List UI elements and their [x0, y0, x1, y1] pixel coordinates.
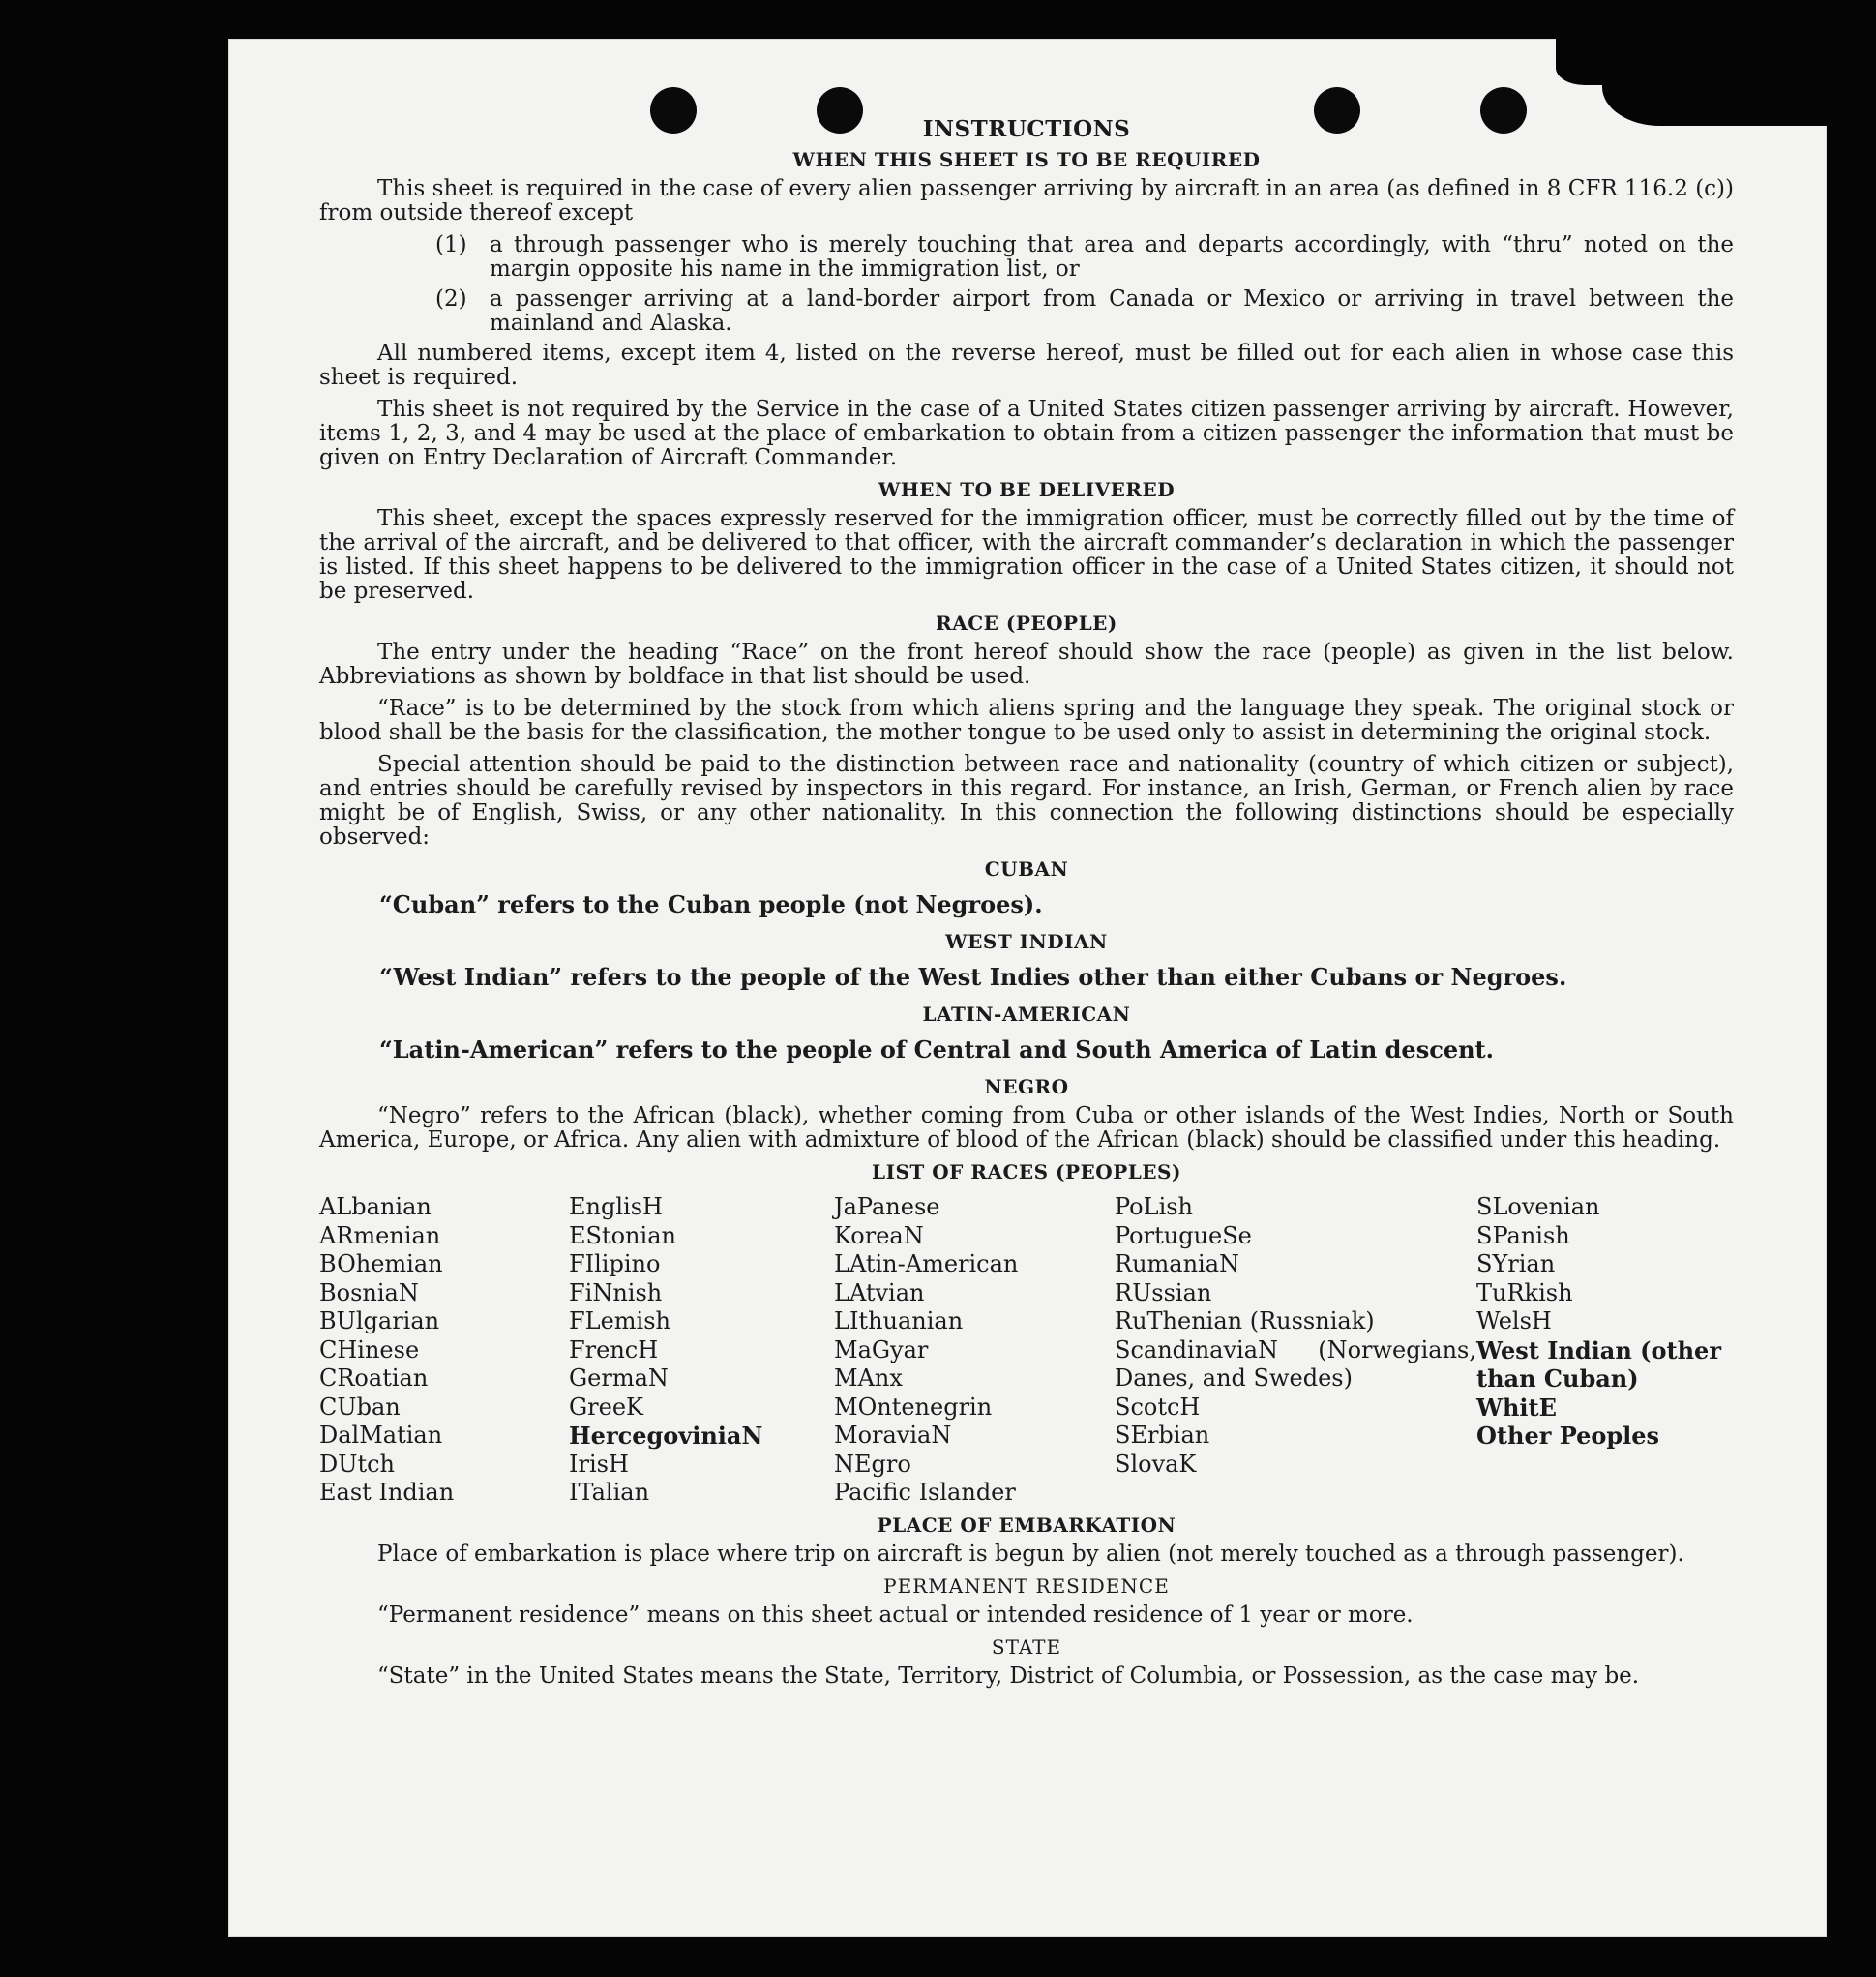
race-column	[319, 1193, 569, 1508]
page-title: INSTRUCTIONS	[922, 116, 1131, 142]
race-item: ITalian	[569, 1479, 650, 1506]
paragraph: “State” in the United States means the State, Territory, District of Columbia, or Possession, as the case may be.	[377, 1662, 1640, 1689]
document-content	[319, 106, 1734, 1696]
race-item: BUlgarian	[319, 1307, 440, 1334]
race-item: RUssian	[1115, 1278, 1212, 1306]
race-item: IrisH	[569, 1450, 629, 1478]
subsection-title: NEGRO	[984, 1075, 1069, 1098]
race-column	[1476, 1193, 1734, 1508]
paragraph: Place of embarkation is place where trip on aircraft is begun by alien (not merely touched as a through passenger).	[377, 1541, 1684, 1567]
race-item: FIlipino	[569, 1250, 661, 1277]
section-title: WHEN TO BE DELIVERED	[878, 478, 1176, 501]
race-column	[1115, 1193, 1476, 1508]
race-item: LAtvian	[834, 1278, 925, 1306]
definition: “West Indian” refers to the people of the West Indies other than either Cubans or Negroes.	[379, 963, 1567, 991]
race-item: CRoatian	[319, 1364, 429, 1392]
race-item: RumaniaN	[1115, 1250, 1240, 1277]
definition: “Latin-American” refers to the people of Central and South America of Latin descent.	[379, 1035, 1494, 1063]
section-title: PLACE OF EMBARKATION	[877, 1513, 1176, 1537]
race-item: ScandinaviaN (Norwegians, Danes, and Swedes)	[1115, 1335, 1476, 1392]
race-item: SlovaK	[1115, 1450, 1197, 1478]
race-item: JaPanese	[834, 1193, 940, 1220]
paragraph: This sheet is not required by the Service in the case of a United States citizen passenger arriving by aircraft. However, items 1, 2, 3, and 4 may be used at the place of embarkation to obtain from a citizen passenger the information that must be given on Entry Declaration of Aircraft Commander.	[319, 397, 1734, 470]
exception-item	[435, 233, 1734, 282]
race-item: KoreaN	[834, 1221, 924, 1249]
race-item: DUtch	[319, 1450, 396, 1478]
section-title: WHEN THIS SHEET IS TO BE REQUIRED	[792, 148, 1261, 171]
race-item: SErbian	[1115, 1422, 1210, 1449]
paragraph: “Negro” refers to the African (black), whether coming from Cuba or other islands of the West Indies, North or South America, Europe, or Africa. Any alien with admixture of blood of the African (black) should be classified under this heading.	[319, 1103, 1734, 1153]
race-item: WelsH	[1476, 1307, 1552, 1334]
item-text: a passenger arriving at a land-border airport from Canada or Mexico or arriving in travel between the mainland and Alaska.	[490, 286, 1734, 336]
paragraph: This sheet is required in the case of every alien passenger arriving by aircraft in an area (as defined in 8 CFR 116.2 (c)) from outside thereof except	[319, 176, 1734, 225]
race-column	[834, 1193, 1115, 1508]
race-item: PortugueSe	[1115, 1221, 1252, 1249]
paragraph: This sheet, except the spaces expressly reserved for the immigration officer, must be correctly filled out by the time of the arrival of the aircraft, and be delivered to that officer, with the aircraft commander’s declaration in which the passenger is listed. If this sheet happens to be delivered to the immigration officer in the case of a United States citizen, it should not be preserved.	[319, 506, 1734, 604]
race-item: Pacific Islander	[834, 1479, 1016, 1506]
race-item: ALbanian	[319, 1193, 432, 1220]
race-item: FLemish	[569, 1307, 670, 1334]
item-number: (1)	[435, 232, 467, 257]
race-item: WhitE	[1476, 1393, 1557, 1422]
document-sheet	[228, 39, 1827, 1937]
race-item: GreeK	[569, 1393, 643, 1421]
race-column	[569, 1193, 834, 1508]
race-item: HercegoviniaN	[569, 1422, 763, 1450]
race-item: PoLish	[1115, 1193, 1194, 1220]
race-item: FiNnish	[569, 1278, 663, 1306]
race-item: LIthuanian	[834, 1307, 964, 1334]
race-item: EStonian	[569, 1221, 676, 1249]
race-item: MoraviaN	[834, 1422, 952, 1449]
section-title: RACE (PEOPLE)	[936, 612, 1117, 635]
race-item: East Indian	[319, 1479, 455, 1506]
race-item: MaGyar	[834, 1335, 929, 1363]
race-item: GermaN	[569, 1364, 669, 1392]
race-item: BOhemian	[319, 1250, 443, 1277]
paragraph: All numbered items, except item 4, listed on the reverse hereof, must be filled out for each alien in whose case this sheet is required.	[319, 341, 1734, 390]
definition: “Cuban” refers to the Cuban people (not Negroes).	[379, 890, 1043, 918]
subsection-title: CUBAN	[984, 857, 1069, 881]
race-item: EnglisH	[569, 1193, 663, 1220]
race-item: CHinese	[319, 1335, 420, 1363]
item-text: a through passenger who is merely touching that area and departs accordingly, with “thru” noted on the margin opposite his name in the immigration list, or	[490, 232, 1734, 282]
race-item: Other Peoples	[1476, 1422, 1660, 1450]
subsection-title: WEST INDIAN	[945, 930, 1108, 953]
paragraph: “Permanent residence” means on this sheet actual or intended residence of 1 year or more.	[377, 1602, 1414, 1628]
race-item: MAnx	[834, 1364, 903, 1392]
race-list	[319, 1193, 1734, 1508]
race-item: CUban	[319, 1393, 401, 1421]
exception-item	[435, 287, 1734, 336]
section-title: PERMANENT RESIDENCE	[883, 1573, 1170, 1598]
paragraph: The entry under the heading “Race” on the front hereof should show the race (people) as given in the list below. Abbreviations as shown by boldface in that list should be used.	[319, 640, 1734, 689]
list-title: LIST OF RACES (PEOPLES)	[872, 1160, 1181, 1183]
race-item: TuRkish	[1476, 1278, 1573, 1306]
race-item: NEgro	[834, 1450, 911, 1478]
race-item: SLovenian	[1476, 1193, 1600, 1220]
race-item: ScotcH	[1115, 1393, 1201, 1421]
race-item: MOntenegrin	[834, 1393, 993, 1421]
section-title: STATE	[991, 1634, 1062, 1659]
race-item: RuThenian (Russniak)	[1115, 1307, 1375, 1334]
race-item: DalMatian	[319, 1422, 443, 1449]
race-item: West Indian (other than Cuban)	[1476, 1335, 1721, 1393]
item-number: (2)	[435, 286, 467, 312]
subsection-title: LATIN-AMERICAN	[922, 1003, 1131, 1026]
race-item: ARmenian	[319, 1221, 441, 1249]
race-item: SYrian	[1476, 1250, 1556, 1277]
paragraph: Special attention should be paid to the distinction between race and nationality (country of which citizen or subject), and entries should be carefully revised by inspectors in this regard. For instance, an Irish, German, or French alien by race might be of English, Swiss, or any other nationality. In this connection the following distinctions should be especially observed:	[319, 752, 1734, 850]
race-item: BosniaN	[319, 1278, 419, 1306]
race-item: SPanish	[1476, 1221, 1570, 1249]
race-item: FrencH	[569, 1335, 659, 1363]
race-item: LAtin-American	[834, 1250, 1019, 1277]
paragraph: “Race” is to be determined by the stock from which aliens spring and the language they speak. The original stock or blood shall be the basis for the classification, the mother tongue to be used only to assist in determining the original stock.	[319, 696, 1734, 745]
